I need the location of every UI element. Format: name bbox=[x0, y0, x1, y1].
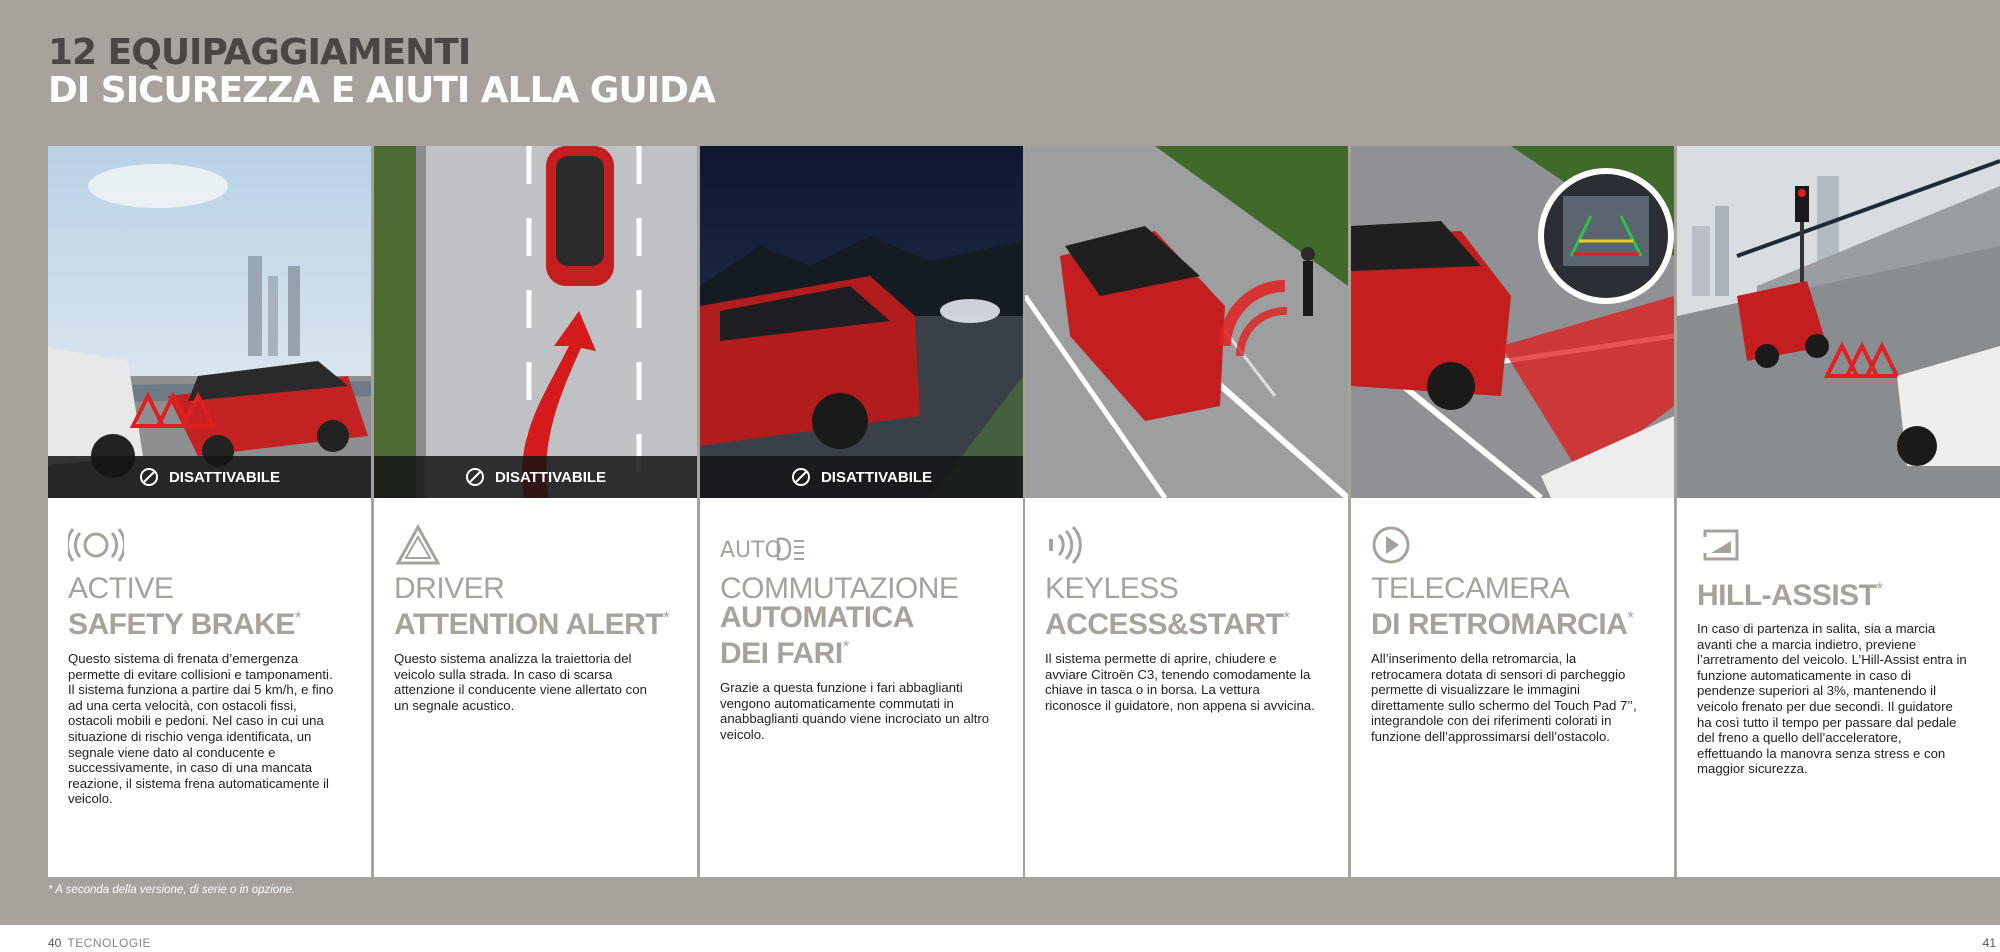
panel-automatic-headlights bbox=[700, 146, 1023, 877]
badge-label: DISATTIVABILE bbox=[820, 468, 933, 486]
feature-description: Questo sistema analizza la traiettoria del veicolo sulla strada. In caso di scarsa attenzione il conducente viene allertato con un segnale acustico. bbox=[394, 651, 647, 713]
title-line-2: DI SICUREZZA E AIUTI ALLA GUIDA bbox=[48, 70, 715, 111]
panel-keyless-access-start bbox=[1025, 146, 1348, 877]
title-light: COMMUTAZIONE bbox=[720, 572, 959, 605]
footnote: * A seconda della versione, di serie o in opzione. bbox=[48, 884, 296, 896]
page-title bbox=[48, 34, 715, 110]
title-bold: SAFETY BRAKE* bbox=[68, 608, 301, 641]
page-number-left: 40 bbox=[48, 936, 62, 950]
keyless-signal-icon bbox=[1045, 521, 1101, 569]
feature-title bbox=[68, 574, 368, 639]
brake-warning-icon bbox=[68, 521, 124, 569]
photo-hill-assist bbox=[1677, 146, 2000, 498]
photo-driver-attention-alert bbox=[374, 146, 697, 498]
panel-driver-attention-alert bbox=[374, 146, 697, 877]
photo-automatic-headlights bbox=[700, 146, 1023, 498]
badge-label: DISATTIVABILE bbox=[168, 468, 281, 486]
deactivatable-badge bbox=[48, 456, 371, 498]
photo-rear-camera bbox=[1351, 146, 1674, 498]
feature-title bbox=[1371, 574, 1671, 639]
feature-description: All’inserimento della retromarcia, la retrocamera dotata di sensori di parcheggio permette di visualizzare le immagini direttamente sullo schermo del Touch Pad 7’’, integrandole con dei riferimenti colorati in funzione dell’approssimarsi dell’ostacolo. bbox=[1371, 651, 1637, 744]
feature-title bbox=[1697, 574, 1997, 610]
auto-label: AUTO bbox=[720, 538, 782, 563]
warning-triangle-icon bbox=[394, 521, 450, 569]
photo-keyless-access-start bbox=[1025, 146, 1348, 498]
camera-play-icon bbox=[1371, 521, 1427, 569]
photo-active-safety-brake bbox=[48, 146, 371, 498]
deactivatable-badge bbox=[700, 456, 1023, 498]
disable-icon bbox=[791, 467, 811, 487]
section-label: TECNOLOGIE bbox=[67, 936, 152, 950]
disable-icon bbox=[139, 467, 159, 487]
title-bold: DI RETROMARCIA* bbox=[1371, 608, 1634, 641]
feature-title bbox=[1045, 574, 1345, 639]
title-bold: HILL-ASSIST* bbox=[1697, 579, 1883, 612]
title-bold: AUTOMATICA bbox=[720, 601, 914, 634]
panel-active-safety-brake bbox=[48, 146, 371, 877]
title-light: TELECAMERA bbox=[1371, 572, 1570, 605]
title-light: KEYLESS bbox=[1045, 572, 1179, 605]
feature-description: In caso di partenza in salita, sia a marcia avanti che a marcia indietro, previene l’arretramento del veicolo. L’Hill-Assist entra in funzione automaticamente in caso di pendenze superiori al 3%, mantenendo il veicolo frenato per due secondi. Il guidatore ha così tutto il tempo per passare dal pedale del freno a quello dell’acceleratore, effettuando la manovra senza stress e con maggior sicurezza. bbox=[1697, 621, 1967, 777]
feature-description: Grazie a questa funzione i fari abbaglianti vengono automaticamente commutati in anabbaglianti quando viene incrociato un altro veicolo. bbox=[720, 680, 990, 742]
title-light: DRIVER bbox=[394, 572, 505, 605]
hill-assist-icon bbox=[1697, 521, 1753, 569]
panel-hill-assist bbox=[1677, 146, 2000, 877]
badge-label: DISATTIVABILE bbox=[494, 468, 607, 486]
disable-icon bbox=[465, 467, 485, 487]
feature-title bbox=[720, 574, 1020, 668]
title-bold: ATTENTION ALERT* bbox=[394, 608, 670, 641]
title-line-1: 12 EQUIPAGGIAMENTI bbox=[48, 32, 471, 73]
auto-headlight-icon bbox=[720, 521, 810, 569]
title-bold-2: DEI FARI* bbox=[720, 637, 849, 670]
feature-title bbox=[394, 574, 694, 639]
panel-rear-camera bbox=[1351, 146, 1674, 877]
title-bold: ACCESS&START* bbox=[1045, 608, 1290, 641]
feature-description: Questo sistema di frenata d’emergenza permette di evitare collisioni e tamponamenti. Il sistema funziona a partire dai 5 km/h, e fino ad una certa velocità, con ostacoli fissi, ostacoli mobili e pedoni. Nel caso in cui una situazione di rischio venga identificata, un segnale viene dato al conducente e successivamente, in caso di una mancata reazione, il sistema frena automaticamente il veicolo. bbox=[68, 651, 334, 807]
title-light: ACTIVE bbox=[68, 572, 174, 605]
page-number-right: 41 bbox=[1982, 936, 1996, 950]
footer-left bbox=[48, 936, 151, 950]
feature-description: Il sistema permette di aprire, chiudere e avviare Citroën C3, tenendo comodamente la chiave in tasca o in borsa. La vettura riconosce il guidatore, non appena si avvicina. bbox=[1045, 651, 1315, 713]
deactivatable-badge bbox=[374, 456, 697, 498]
